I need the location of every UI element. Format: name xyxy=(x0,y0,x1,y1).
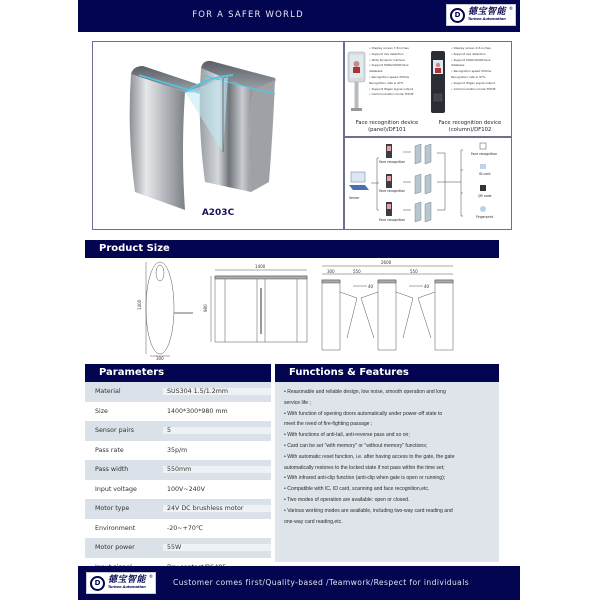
param-value: 24V DC brushless motor xyxy=(163,505,271,512)
feature-line: • With automatic reset function, i.e. after having access to the gate, the gate xyxy=(284,453,455,460)
param-value: 55W xyxy=(163,544,271,551)
product-model-label: A203C xyxy=(201,208,235,218)
param-key: Input voltage xyxy=(95,485,137,493)
param-row xyxy=(85,519,271,539)
method-label: QR code xyxy=(478,194,492,198)
df101-spec: • Wide Dynamic Camera xyxy=(369,57,405,62)
param-key: Size xyxy=(95,407,108,415)
param-row xyxy=(85,499,271,519)
feature-line: • Card can be set "with memory" or "without memory" functions; xyxy=(284,442,428,449)
feature-line: automatically restores to the locked state if not pass within the time set; xyxy=(284,464,445,471)
face-scan-icon xyxy=(480,143,486,149)
logo-name-cn: 德宝智能 xyxy=(468,7,507,18)
terminal-label: Face recognition xyxy=(379,189,406,193)
logo-mark-icon: D xyxy=(450,8,465,23)
header-bar xyxy=(78,0,520,32)
dimension-drawings xyxy=(85,258,499,360)
column-device-image xyxy=(429,50,447,114)
header-slogan: FOR A SAFER WORLD xyxy=(192,10,304,20)
dim-top-cabinet: 300 xyxy=(327,269,335,274)
feature-line: • With infrared anti-clip function (anti-clip when gate is open or running); xyxy=(284,475,446,482)
df102-spec: • Communication mode TCP/IP xyxy=(451,86,496,91)
face-device-panel xyxy=(344,41,512,137)
param-row xyxy=(85,421,271,441)
feature-line: • With functions of anti-tail, anti-reverse pass and so on; xyxy=(284,432,410,439)
logo-name-en: Turboo Automation xyxy=(468,17,506,22)
feature-line: service life ; xyxy=(284,399,311,406)
df102-specs xyxy=(451,46,511,92)
df101-caption-line2: (panel)/DF101 xyxy=(368,127,406,133)
param-key: Sensor pairs xyxy=(85,427,163,434)
dim-flap-gap1: 40 xyxy=(368,284,374,289)
df101-caption xyxy=(347,120,427,134)
df101-spec: database xyxy=(369,69,383,74)
id-card-icon xyxy=(480,164,486,169)
df102-spec: • Support Wigan signal output xyxy=(451,80,495,85)
features-list xyxy=(275,382,499,562)
param-key: Motor type xyxy=(85,505,163,512)
method-label: Fingerprint xyxy=(476,215,494,219)
features-heading: Functions & Features xyxy=(275,364,499,382)
parameters-table xyxy=(85,382,271,577)
param-value: 550mm xyxy=(163,466,271,473)
product-photo-panel xyxy=(92,41,344,230)
brochure-page xyxy=(78,0,520,600)
df102-caption xyxy=(429,120,511,134)
system-diagram-panel xyxy=(344,137,512,230)
df101-specs xyxy=(369,46,425,98)
dim-side-height: 1400 xyxy=(137,299,142,310)
server-keyboard-icon xyxy=(349,185,369,190)
footer-logo xyxy=(86,572,156,594)
df101-spec: Recognition rate ≥ 97% xyxy=(369,80,404,85)
panel-device-image xyxy=(347,50,367,114)
df102-spec: • Support 5000/10000 face xyxy=(451,57,491,62)
brand-logo xyxy=(446,4,516,26)
param-value: 100V~240V xyxy=(167,485,205,493)
df101-caption-line1: Face recognition device xyxy=(355,120,419,126)
param-value: -20~+70℃ xyxy=(167,524,203,532)
footer-bar xyxy=(78,566,520,600)
df102-spec: • Recognition speed 250ms xyxy=(451,69,492,74)
feature-line: • Reasonable and reliable design, low noise, smooth operation and long xyxy=(284,389,446,395)
param-row xyxy=(85,480,271,500)
param-key: Motor power xyxy=(85,544,163,551)
feature-line: • Two modes of operation are available: open or closed. xyxy=(284,496,410,503)
dim-top-lane2: 550 xyxy=(410,269,418,274)
logo-mark-icon: D xyxy=(90,576,105,591)
feature-line: • Various working modes are available, including two-way card reading and xyxy=(284,507,453,514)
terminal-label: Face recognition xyxy=(379,218,406,222)
qr-code-icon xyxy=(480,185,486,191)
param-value: 35p/m xyxy=(167,446,188,454)
logo-text xyxy=(468,8,506,22)
df102-spec: • Display screen 4-6 inches xyxy=(451,46,491,50)
dim-front-width: 1400 xyxy=(255,264,266,269)
df101-spec: • Support live detection xyxy=(369,51,404,56)
left-cabinet xyxy=(130,74,185,210)
side-view-outline xyxy=(146,262,174,354)
fingerprint-icon xyxy=(480,206,486,212)
footer-motto: Customer comes first/Quality-based /Teamwork/Respect for individuals xyxy=(173,578,470,587)
feature-line: meet the need of fire-fighting passage ; xyxy=(284,421,373,428)
df101-spec: • Communication mode TCP/IP xyxy=(369,92,414,97)
df101-spec: • Recognition speed 250ms xyxy=(369,74,410,79)
param-key: Pass width xyxy=(85,466,163,473)
right-cabinet-side xyxy=(249,80,275,192)
logo-name-cn: 德宝智能 xyxy=(108,575,147,586)
gate-icons xyxy=(415,144,431,222)
reader-icons xyxy=(386,144,392,216)
top-view-cabinet xyxy=(322,280,340,350)
param-row xyxy=(85,382,271,402)
parameters-heading: Parameters xyxy=(85,364,271,382)
terminal-label: Face recognition xyxy=(379,160,406,164)
param-value: 5 xyxy=(163,427,271,434)
param-key: Environment xyxy=(95,524,136,532)
dim-side-width: 300 xyxy=(156,356,164,360)
dim-flap-gap2: 40 xyxy=(424,284,430,289)
df101-spec: • Display screen 7-8 inches xyxy=(369,46,409,50)
param-key: Pass rate xyxy=(95,446,124,454)
df102-caption-line2: (column)/DF102 xyxy=(448,127,492,133)
df102-spec: • Support live detection xyxy=(451,51,486,56)
feature-line: • With function of opening doors automatically under power-off state to xyxy=(284,410,443,417)
server-monitor-icon xyxy=(351,172,365,182)
param-value: 1400*300*980 mm xyxy=(167,407,228,415)
registered-mark: ® xyxy=(509,6,513,11)
param-row xyxy=(85,460,271,480)
df102-spec: database xyxy=(451,63,465,68)
dim-top-total: 2600 xyxy=(381,260,392,265)
product-size-heading: Product Size xyxy=(85,240,499,258)
method-label: ID card xyxy=(479,172,491,176)
param-row xyxy=(85,441,271,461)
dim-front-height: 980 xyxy=(203,304,208,312)
dim-top-lane1: 550 xyxy=(353,269,361,274)
param-key: Material xyxy=(85,388,163,395)
registered-mark: ® xyxy=(149,574,153,579)
feature-line: one-way card reading,etc. xyxy=(284,518,343,525)
server-label: Server xyxy=(349,196,360,200)
df101-spec: • Support Wigan signal output xyxy=(369,86,413,91)
df102-spec: Recognition rate ≥ 97% xyxy=(451,74,486,79)
param-row xyxy=(85,538,271,558)
df102-caption-line1: Face recognition device xyxy=(438,120,502,126)
param-value: SUS304 1.5/1.2mm xyxy=(163,388,271,395)
method-label: Face recognition xyxy=(471,152,498,156)
feature-line: • Compatible with IC, ID card, scanning and face recognition,etc. xyxy=(284,486,430,493)
logo-name-en: Turboo Automation xyxy=(108,585,146,590)
logo-text xyxy=(108,576,146,590)
param-row xyxy=(85,402,271,422)
df101-spec: • Support 5000/10000 face xyxy=(369,63,409,68)
turnstile-gate-image xyxy=(93,42,343,212)
